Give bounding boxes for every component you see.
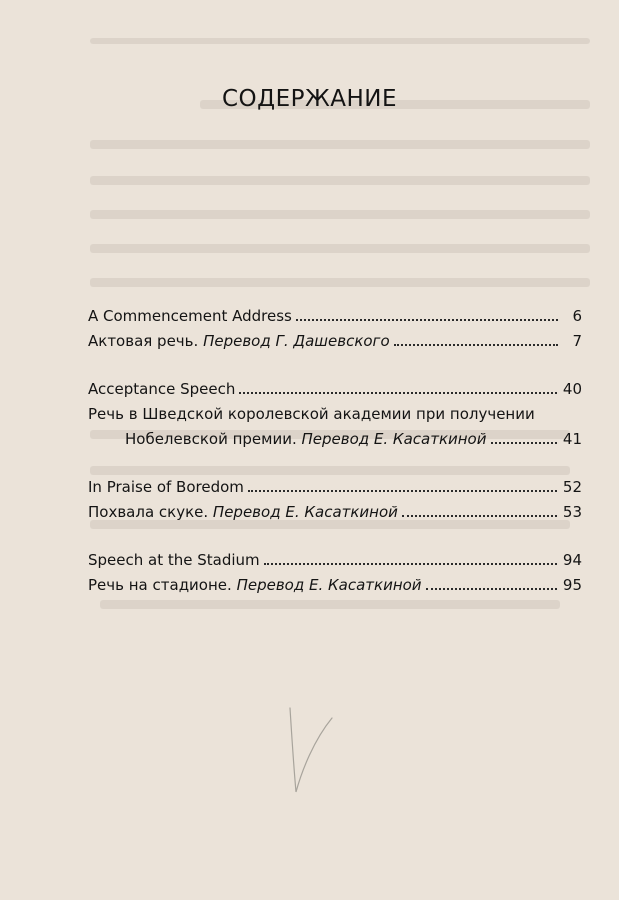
translator-credit: Перевод Е. Касаткиной: [212, 503, 398, 521]
leader-dots: [239, 392, 557, 394]
toc-entry-page: 94: [562, 551, 582, 569]
toc-entry-page: 6: [572, 307, 582, 325]
leader-dots: [264, 563, 557, 565]
toc-entry-title: Speech at the Stadium: [88, 551, 260, 569]
toc-entry-title: Acceptance Speech: [88, 380, 236, 398]
toc-entry-title: Речь на стадионе. Перевод Е. Касаткиной: [88, 576, 422, 594]
toc-entry: [88, 373, 582, 398]
toc-entry-page: 41: [562, 430, 582, 448]
leader-dots: [491, 442, 557, 444]
toc-entry-title: In Praise of Boredom: [88, 478, 244, 496]
translator-credit: Перевод Е. Касаткиной: [301, 430, 487, 448]
toc-entry: [88, 300, 582, 325]
toc-entry-title: A Commencement Address: [88, 307, 292, 325]
leader-dots: [248, 490, 557, 492]
toc-entry: [88, 544, 582, 569]
toc-entry-title: Речь в Шведской королевской академии при получении: [88, 405, 535, 423]
toc-entry-line1: [88, 398, 582, 423]
toc-entry: [88, 325, 582, 350]
toc-entry-title: Похвала скуке. Перевод Е. Касаткиной: [88, 503, 398, 521]
leader-dots: [394, 344, 558, 346]
toc-entry: [88, 423, 582, 448]
toc-entry-title: Актовая речь. Перевод Г. Дашевского: [88, 332, 390, 350]
toc-entry: [88, 569, 582, 594]
toc-entry-title: Нобелевской премии. Перевод Е. Касаткиной: [125, 430, 487, 448]
toc-entry-page: 95: [562, 576, 582, 594]
toc-entry-page: 53: [562, 503, 582, 521]
toc-entry-page: 52: [562, 478, 582, 496]
page-title: СОДЕРЖАНИЕ: [221, 86, 398, 112]
toc-entry: [88, 471, 582, 496]
translator-credit: Перевод Е. Касаткиной: [236, 576, 422, 594]
translator-credit: Перевод Г. Дашевского: [203, 332, 390, 350]
leader-dots: [296, 319, 558, 321]
pencil-mark: [280, 700, 340, 800]
leader-dots: [402, 515, 557, 517]
toc-entry: [88, 496, 582, 521]
table-of-contents: [88, 300, 582, 594]
toc-entry-page: 40: [562, 380, 582, 398]
toc-entry-page: 7: [572, 332, 582, 350]
leader-dots: [426, 588, 557, 590]
